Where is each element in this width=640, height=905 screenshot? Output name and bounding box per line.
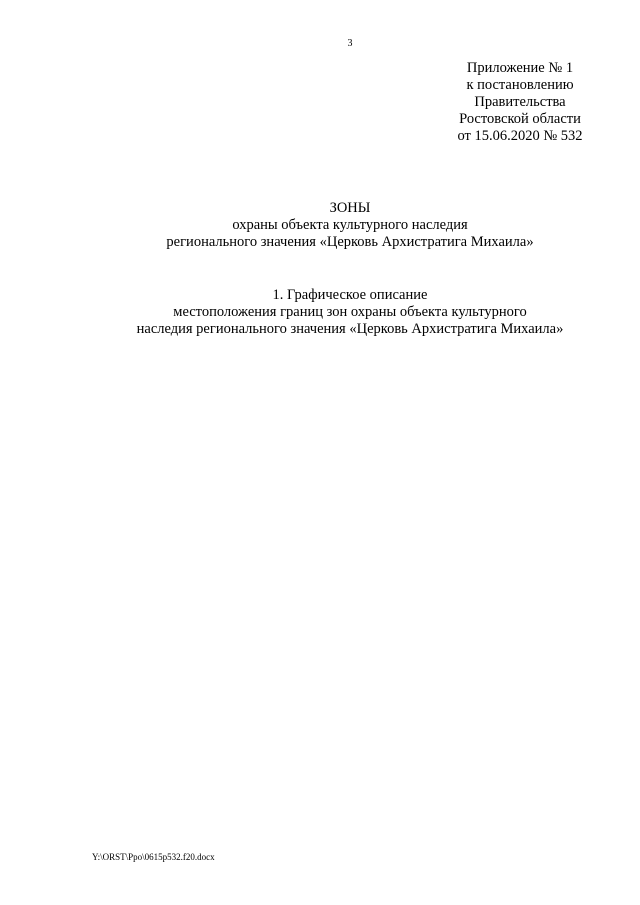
document-title	[0, 200, 640, 251]
section-line-3: наследия регионального значения «Церковь Архистратига Михаила»	[136, 321, 564, 337]
title-line-3: регионального значения «Церковь Архистратига Михаила»	[166, 234, 534, 250]
footer-file-path: Y:\ORST\Ppo\0615p532.f20.docx	[92, 852, 215, 862]
section-line-1: 1. Графическое описание	[272, 287, 428, 303]
appendix-line-region: Ростовской области	[459, 111, 581, 127]
appendix-line-number: Приложение № 1	[466, 60, 574, 76]
appendix-header	[430, 60, 610, 145]
appendix-line-resolution: к постановлению	[466, 77, 574, 93]
appendix-line-date: от 15.06.2020 № 532	[457, 128, 583, 144]
section-line-2: местоположения границ зон охраны объекта культурного	[173, 304, 527, 320]
page-number: 3	[347, 38, 353, 49]
appendix-line-government: Правительства	[474, 94, 566, 110]
title-heading: ЗОНЫ	[329, 200, 371, 216]
title-line-2: охраны объекта культурного наследия	[232, 217, 468, 233]
section-heading	[0, 287, 640, 338]
